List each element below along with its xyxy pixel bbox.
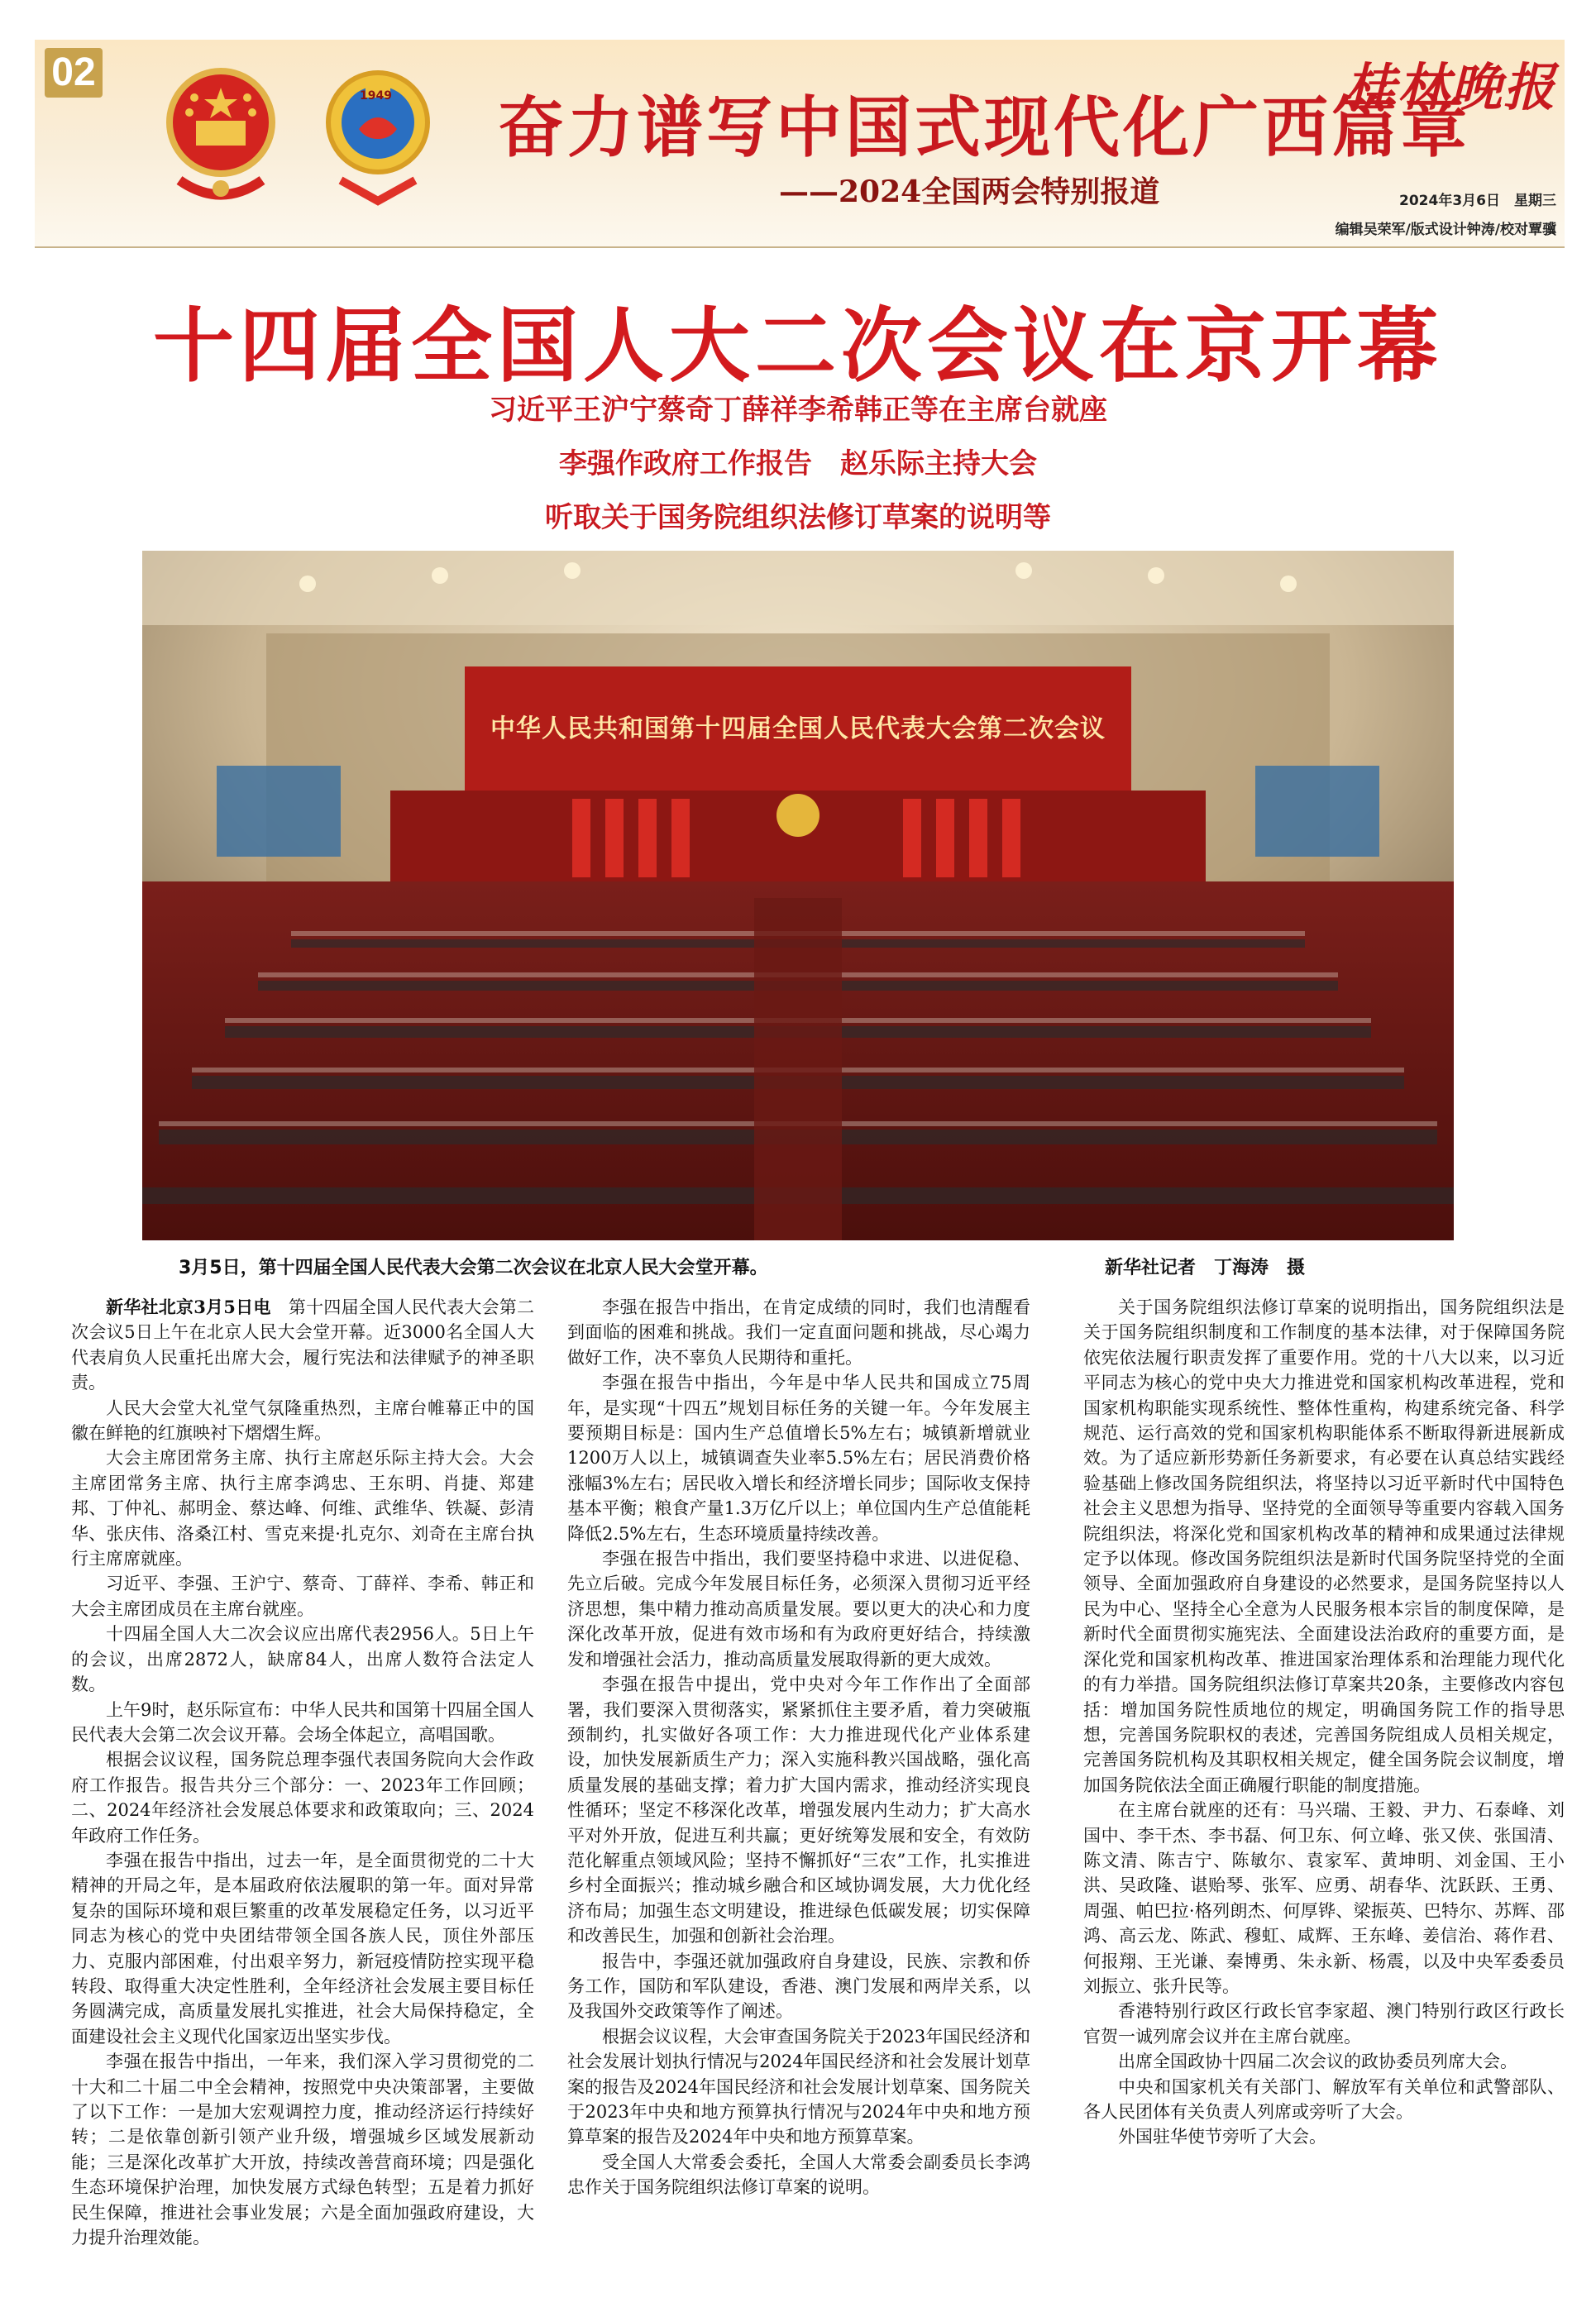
article-paragraph: 新华社北京3月5日电 第十四届全国人民代表大会第二次会议5日上午在北京人民大会堂开幕。近3000名全国人大代表肩负人民重托出席大会，履行宪法和法律赋予的神圣职责。 bbox=[71, 1297, 534, 1393]
article-column-3 bbox=[1083, 1295, 1565, 2295]
cppcc-emblem-icon bbox=[316, 56, 440, 213]
article-paragraph: 李强在报告中提出，党中央对今年工作作出了全面部署，我们要深入贯彻落实，紧紧抓住主要矛盾，着力突破瓶颈制约，扎实做好各项工作：大力推进现代化产业体系建设，加快发展新质生产力；深入实施科教兴国战略，强化高质量发展的基础支撑；着力扩大国内需求，推动经济实现良性循环；坚定不移深化改革，增强发展内生动力；扩大高水平对外开放，促进互利共赢；更好统筹发展和安全，有效防范化解重点领域风险；坚持不懈抓好“三农”工作，扎实推进乡村全面振兴；推动城乡融合和区域协调发展，大力优化经济布局；加强生态文明建设，推进绿色低碳发展；切实保障和改善民生，加强和创新社会治理。 bbox=[567, 1674, 1030, 1947]
section-subtitle: ——2024全国两会特别报道 bbox=[779, 174, 1160, 209]
subhead-1: 习近平王沪宁蔡奇丁薛祥李希韩正等在主席台就座 bbox=[489, 394, 1107, 427]
dateline: 新华社北京3月5日电 bbox=[106, 1297, 271, 1317]
subhead-2: 李强作政府工作报告 赵乐际主持大会 bbox=[559, 447, 1037, 480]
article-paragraph: 人民大会堂大礼堂气氛隆重热烈，主席台帷幕正中的国徽在鲜艳的红旗映衬下熠熠生辉。 bbox=[71, 1397, 534, 1444]
article-paragraph: 李强在报告中指出，一年来，我们深入学习贯彻党的二十大和二十届二中全会精神，按照党中央决策部署，主要做了以下工作：一是加大宏观调控力度，推动经济运行持续好转；二是依靠创新引领产业升级，增强城乡区域发展新动能；三是深化改革扩大开放，持续改善营商环境；四是强化生态环境保护治理，加快发展方式绿色转型；五是着力抓好民生保障，推进社会事业发展；六是全面加强政府建设，大力提升治理效能。 bbox=[71, 2052, 534, 2248]
article-paragraph: 根据会议议程，国务院总理李强代表国务院向大会作政府工作报告。报告共分三个部分：一、2023年工作回顾；二、2024年经济社会发展总体要求和政策取向；三、2024年政府工作任务。 bbox=[71, 1750, 534, 1846]
article-paragraph: 外国驻华使节旁听了大会。 bbox=[1118, 2127, 1326, 2147]
photo-credit: 新华社记者 丁海涛 摄 bbox=[1105, 1258, 1306, 1278]
article-paragraph: 根据会议议程，大会审查国务院关于2023年国民经济和社会发展计划执行情况与2024年国民经济和社会发展计划草案的报告及2024年国民经济和社会发展计划草案、国务院关于2023年中央和地方预算执行情况与2024年中央和地方预算草案的报告及2024年中央和地方预算草案。 bbox=[567, 2026, 1030, 2147]
article-paragraph: 十四届全国人大二次会议应出席代表2956人。5日上午的会议，出席2872人，缺席84人，出席人数符合法定人数。 bbox=[71, 1624, 534, 1695]
article-column-2 bbox=[567, 1295, 1030, 2295]
article-paragraph: 李强在报告中指出，在肯定成绩的同时，我们也清醒看到面临的困难和挑战。我们一定直面问题和挑战，尽心竭力做好工作，决不辜负人民期待和重托。 bbox=[567, 1297, 1030, 1368]
article-paragraph: 关于国务院组织法修订草案的说明指出，国务院组织法是关于国务院组织制度和工作制度的基本法律，对于保障国务院依宪依法履行职责发挥了重要作用。党的十八大以来，以习近平同志为核心的党中央大力推进党和国家机构改革进程，党和国家机构职能实现系统性、整体性重构，构建系统完备、科学规范、运行高效的党和国家机构职能体系不断取得新进展新成效。为了适应新形势新任务新要求，有必要在认真总结实践经验基础上修改国务院组织法，将坚持以习近平新时代中国特色社会主义思想为指导、坚持党的全面领导等重要内容载入国务院组织法，将深化党和国家机构改革的精神和成果通过法律规定予以体现。修改国务院组织法是新时代国务院坚持党的全面领导、全面加强政府自身建设的必然要求，是国务院坚持以人民为中心、坚持全心全意为人民服务根本宗旨的制度保障，是新时代全面贯彻实施宪法、全面建设法治政府的重要方面，是深化党和国家机构改革、推进国家治理体系和治理能力现代化的有力举措。国务院组织法修订草案共20条，主要修改内容包括：增加国务院性质地位的规定，明确国务院工作的指导思想，完善国务院职权的表述，完善国务院组成人员相关规定，完善国务院机构及其职权相关规定，健全国务院会议制度，增加国务院依法全面正确履行职能的制度措施。 bbox=[1083, 1297, 1565, 1795]
page-number: 02 bbox=[45, 48, 103, 98]
article-paragraph: 李强在报告中指出，我们要坚持稳中求进、以进促稳、先立后破。完成今年发展目标任务，必须深入贯彻习近平经济思想，集中精力推动高质量发展。要以更大的决心和力度深化改革开放，促进有效市场和有为政府更好结合，持续激发和增强社会活力，推动高质量发展取得新的更大成效。 bbox=[567, 1549, 1030, 1670]
photo-caption: 3月5日，第十四届全国人民代表大会第二次会议在北京人民大会堂开幕。 bbox=[179, 1258, 768, 1278]
article-paragraph: 报告中，李强还就加强政府自身建设，民族、宗教和侨务工作，国防和军队建设，香港、澳门发展和两岸关系，以及我国外交政策等作了阐述。 bbox=[567, 1951, 1030, 2022]
article-paragraph: 李强在报告中指出，今年是中华人民共和国成立75周年，是实现“十四五”规划目标任务的关键一年。今年发展主要预期目标是：国内生产总值增长5%左右；城镇新增就业1200万人以上，城镇调查失业率5.5%左右；居民消费价格涨幅3%左右；居民收入增长和经济增长同步；国际收支保持基本平衡；粮食产量1.3万亿斤以上；单位国内生产总值能耗降低2.5%左右，生态环境质量持续改善。 bbox=[567, 1373, 1030, 1544]
article-paragraph: 大会主席团常务主席、执行主席赵乐际主持大会。大会主席团常务主席、执行主席李鸿忠、王东明、肖捷、郑建邦、丁仲礼、郝明金、蔡达峰、何维、武维华、铁凝、彭清华、张庆伟、洛桑江村、雪克来提·扎克尔、刘奇在主席台执行主席席就座。 bbox=[71, 1448, 534, 1569]
news-photo bbox=[142, 551, 1454, 1240]
article-paragraph: 习近平、李强、王沪宁、蔡奇、丁薛祥、李希、韩正和大会主席团成员在主席台就座。 bbox=[71, 1574, 534, 1619]
masthead bbox=[35, 40, 1565, 248]
national-emblem-icon bbox=[159, 56, 283, 213]
main-headline: 十四届全国人大二次会议在京开幕 bbox=[152, 299, 1443, 394]
assembly-hall-illustration bbox=[142, 551, 1454, 1240]
article-column-1 bbox=[71, 1295, 534, 2295]
article-paragraph: 香港特别行政区行政长官李家超、澳门特别行政区行政长官贺一诚列席会议并在主席台就座。 bbox=[1083, 2001, 1565, 2047]
article-paragraph: 中央和国家机关有关部门、解放军有关单位和武警部队、各人民团体有关负责人列席或旁听了大会。 bbox=[1083, 2076, 1565, 2122]
paper-logo: 桂林晚报 bbox=[1344, 57, 1556, 117]
article-paragraph: 在主席台就座的还有：马兴瑞、王毅、尹力、石泰峰、刘国中、李干杰、李书磊、何卫东、何立峰、张又侠、张国清、陈文清、陈吉宁、陈敏尔、袁家军、黄坤明、刘金国、王小洪、吴政隆、谌贻琴、张军、应勇、胡春华、沈跃跃、王勇、周强、帕巴拉·格列朗杰、何厚铧、梁振英、巴特尔、苏辉、邵鸿、高云龙、陈武、穆虹、咸辉、王东峰、姜信治、蒋作君、何报翔、王光谦、秦博勇、朱永新、杨震，以及中央军委委员刘振立、张升民等。 bbox=[1083, 1800, 1565, 1996]
section-title: 奋力谱写中国式现代化广西篇章 bbox=[498, 89, 1470, 166]
subhead-3: 听取关于国务院组织法修订草案的说明等 bbox=[545, 501, 1051, 534]
article-paragraph: 上午9时，赵乐际宣布：中华人民共和国第十四届全国人民代表大会第二次会议开幕。会场全体起立，高唱国歌。 bbox=[71, 1699, 534, 1745]
article-paragraph: 受全国人大常委会委托，全国人大常委会副委员长李鸿忠作关于国务院组织法修订草案的说明。 bbox=[567, 2152, 1030, 2198]
cppcc-year: 1949 bbox=[360, 89, 392, 103]
article-paragraph: 李强在报告中指出，过去一年，是全面贯彻党的二十大精神的开局之年，是本届政府依法履职的第一年。面对异常复杂的国际环境和艰巨繁重的改革发展稳定任务，以习近平同志为核心的党中央团结带领全国各族人民，顶住外部压力、克服内部困难，付出艰辛努力，新冠疫情防控实现平稳转段、取得重大决定性胜利，全年经济社会发展主要目标任务圆满完成，高质量发展扎实推进，社会大局保持稳定，全面建设社会主义现代化国家迈出坚实步伐。 bbox=[71, 1850, 534, 2047]
editor-credit: 编辑吴荣军/版式设计钟涛/校对覃骥 bbox=[1335, 222, 1556, 238]
issue-date: 2024年3月6日 星期三 bbox=[1399, 193, 1556, 209]
photo-banner: 中华人民共和国第十四届全国人民代表大会第二次会议 bbox=[490, 714, 1106, 743]
article-paragraph: 出席全国政协十四届二次会议的政协委员列席大会。 bbox=[1118, 2052, 1517, 2072]
